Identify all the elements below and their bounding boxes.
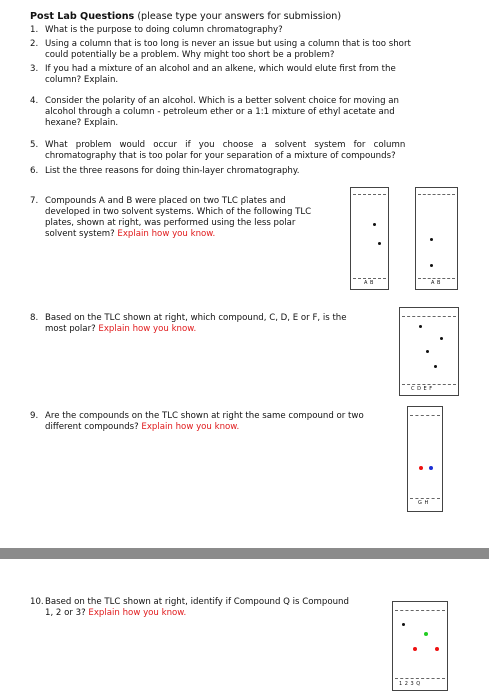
tlc-spot — [440, 337, 443, 340]
tlc-spot-red — [419, 466, 423, 470]
section-divider — [0, 548, 489, 559]
question-text: What is the purpose to doing column chromatography? — [45, 25, 283, 35]
tlc-plate-3 — [399, 307, 459, 396]
question-text: Based on the TLC shown at right, which compound, C, D, E or F, is the — [45, 313, 347, 323]
lane-labels: 1 2 3 Q — [399, 681, 421, 687]
tlc-plate-1 — [350, 187, 389, 290]
lane-labels: A B — [431, 280, 441, 286]
lane-labels: A B — [364, 280, 374, 286]
question-text: Are the compounds on the TLC shown at right the same compound or two — [45, 411, 364, 421]
question-text: alcohol through a column - petroleum ether or a 1:1 mixture of ethyl acetate and — [45, 107, 395, 117]
question-text: hexane? Explain. — [45, 118, 119, 128]
tlc-plate-4 — [407, 406, 443, 512]
question-7 — [30, 196, 350, 251]
tlc-spot — [419, 325, 422, 328]
explain-prompt: Explain how you know. — [88, 608, 187, 618]
question-text: 1, 2 or 3? — [45, 608, 86, 618]
question-number: 4. — [30, 96, 39, 106]
tlc-spot-red — [413, 647, 417, 651]
question-6 — [30, 166, 470, 177]
question-text: Compounds A and B were placed on two TLC plates and — [45, 196, 286, 206]
question-text: Based on the TLC shown at right, identify if Compound Q is Compound — [45, 597, 349, 607]
page-title-bold: Post Lab Questions — [30, 11, 135, 22]
explain-prompt: Explain how you know. — [117, 229, 216, 239]
question-number: 3. — [30, 64, 39, 74]
baseline-line — [395, 678, 445, 679]
explain-prompt: Explain how you know. — [98, 324, 197, 334]
tlc-spot — [373, 223, 376, 226]
question-text: What problem would occur if you choose a solvent system for column — [45, 140, 406, 150]
lane-labels: G H — [418, 500, 429, 506]
question-number: 8. — [30, 313, 39, 323]
question-text: most polar? — [45, 324, 96, 334]
question-text: developed in two solvent systems. Which of the following TLC — [45, 207, 312, 217]
solvent-front-line — [418, 194, 455, 195]
question-text: If you had a mixture of an alcohol and an alkene, which would elute first from the — [45, 64, 396, 74]
solvent-front-line — [353, 194, 386, 195]
question-number: 2. — [30, 39, 39, 49]
tlc-spot — [430, 238, 433, 241]
question-number: 10. — [30, 597, 44, 607]
question-text: chromatography that is too polar for your separation of a mixture of compounds? — [45, 151, 396, 161]
question-9 — [30, 411, 410, 433]
question-number: 6. — [30, 166, 39, 176]
question-text: Consider the polarity of an alcohol. Which is a better solvent choice for moving an — [45, 96, 400, 106]
question-number: 7. — [30, 196, 39, 206]
explain-prompt: Explain how you know. — [141, 422, 240, 432]
baseline-line — [353, 278, 386, 279]
lane-labels: C D E F — [411, 386, 433, 392]
question-number: 5. — [30, 140, 39, 150]
question-5 — [30, 140, 470, 162]
question-3 — [30, 64, 470, 86]
question-10 — [30, 597, 390, 619]
baseline-line — [410, 498, 440, 499]
page-title — [30, 11, 341, 23]
tlc-spot — [434, 365, 437, 368]
tlc-spot-red — [435, 647, 439, 651]
baseline-line — [402, 384, 456, 385]
question-text: plates, shown at right, was performed using the less polar — [45, 218, 296, 228]
tlc-spot — [426, 350, 429, 353]
tlc-spot — [430, 264, 433, 267]
tlc-plate-5 — [392, 601, 448, 691]
tlc-spot — [378, 242, 381, 245]
question-4 — [30, 96, 470, 129]
tlc-spot — [402, 623, 405, 626]
tlc-spot-green — [424, 632, 428, 636]
question-text: Using a column that is too long is never an issue but using a column that is too short — [45, 39, 411, 49]
page-title-rest: (please type your answers for submission) — [134, 11, 342, 22]
solvent-front-line — [395, 610, 445, 611]
question-2 — [30, 39, 470, 61]
question-1 — [30, 25, 470, 36]
question-text: column? Explain. — [45, 75, 119, 85]
solvent-front-line — [410, 415, 440, 416]
question-number: 1. — [30, 25, 39, 35]
baseline-line — [418, 278, 455, 279]
question-text: different compounds? — [45, 422, 139, 432]
tlc-spot-blue — [429, 466, 433, 470]
question-text: could potentially be a problem. Why might too short be a problem? — [45, 50, 335, 60]
question-text: List the three reasons for doing thin-layer chromatography. — [45, 166, 300, 176]
tlc-plate-2 — [415, 187, 458, 290]
question-8 — [30, 313, 370, 335]
question-text: solvent system? — [45, 229, 115, 239]
question-number: 9. — [30, 411, 39, 421]
solvent-front-line — [402, 316, 456, 317]
